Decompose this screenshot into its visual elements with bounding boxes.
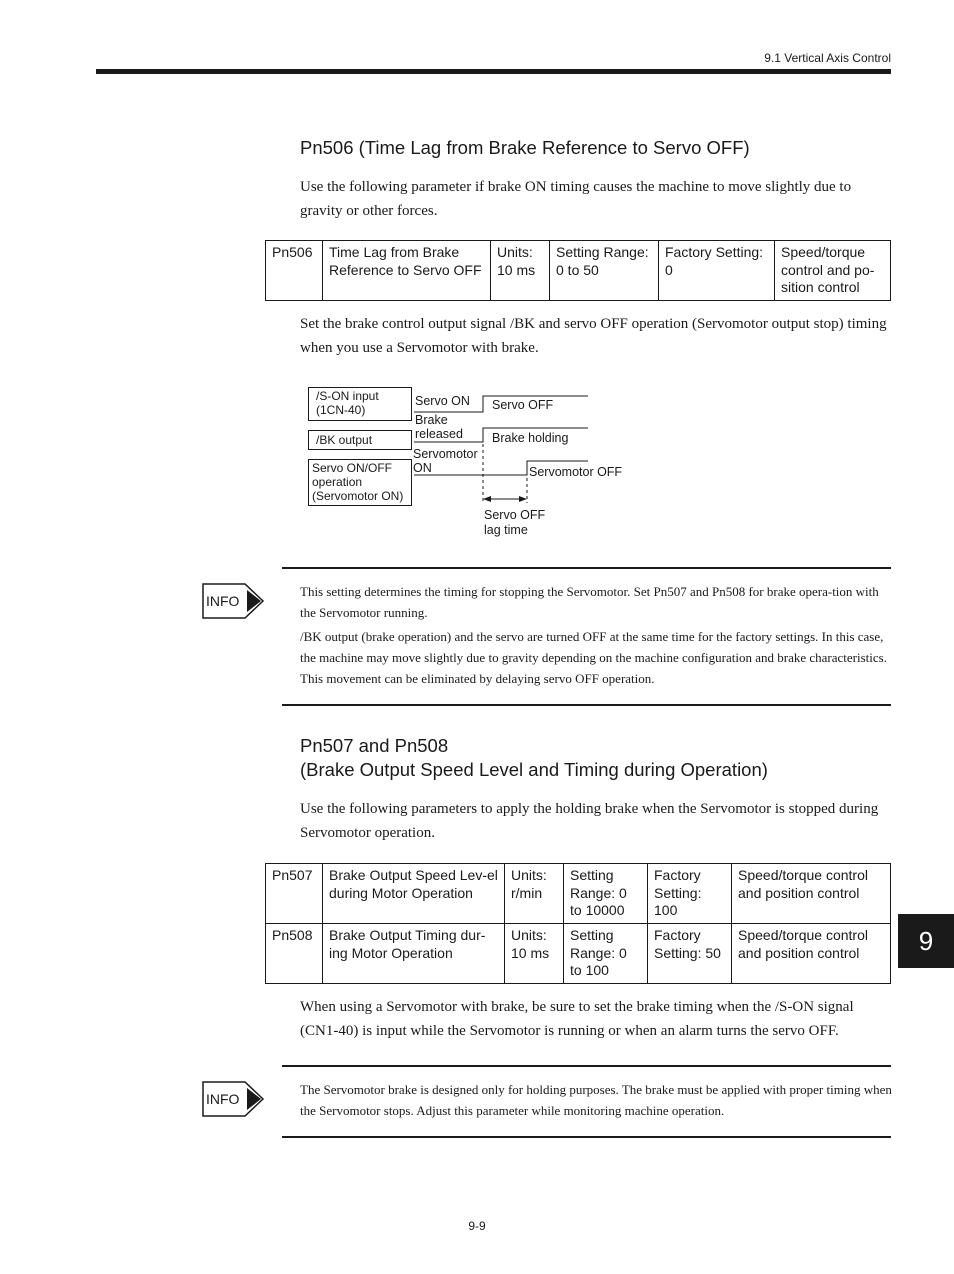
param-units-cell: Units: 10 ms [491, 241, 550, 301]
label-servomotor-on: Servomotor ON [413, 447, 478, 475]
param-factory-cell: Factory Setting: 100 [648, 864, 732, 924]
param-factory-cell: Factory Setting: 0 [659, 241, 775, 301]
info-icon [201, 582, 267, 620]
param-range-cell: Setting Range: 0 to 50 [550, 241, 659, 301]
table-row [266, 864, 891, 924]
signal-bk-output: /BK output [308, 430, 412, 450]
info2-text [300, 1079, 892, 1124]
info1-top-rule [282, 567, 891, 569]
page-number: 9-9 [468, 1219, 486, 1233]
info1-paragraph-2: /BK output (brake operation) and the servo are turned OFF at the same time for the factory settings. In this case, the machine may move slightly due to gravity depending on the machine configuration and brake characteristics. This movement can be eliminated by delaying servo OFF operation. [300, 629, 887, 686]
signal-servo-operation: Servo ON/OFF operation (Servomotor ON) [308, 459, 412, 506]
chapter-tab: 9 [898, 914, 954, 968]
pn507-508-intro: Use the following parameters to apply the holding brake when the Servomotor is stopped during Servomotor operation. [300, 801, 879, 841]
param-factory-cell: Factory Setting: 50 [648, 924, 732, 984]
label-lag-time: Servo OFF lag time [484, 508, 546, 537]
label-brake-holding: Brake holding [492, 431, 569, 445]
info-icon [201, 1080, 267, 1118]
info2-bottom-rule [282, 1136, 891, 1138]
param-range-cell: Setting Range: 0 to 10000 [564, 864, 648, 924]
info2-paragraph-1: The Servomotor brake is designed only for holding purposes. The brake must be applied with proper timing when the Servomotor stops. Adjust this parameter while monitoring machine operation. [300, 1082, 892, 1118]
running-header: 9.1 Vertical Axis Control [764, 51, 891, 65]
lag-arrow-right [519, 496, 527, 502]
info-icon-label: INFO [206, 593, 240, 609]
lag-arrow-left [483, 496, 491, 502]
label-brake-released: Brake released [415, 413, 463, 441]
param-name-cell: Brake Output Speed Lev-el during Motor Operation [323, 864, 505, 924]
pn507-508-after-text: When using a Servomotor with brake, be sure to set the brake timing when the /S-ON signal (CN1-40) is input while the Servomotor is running or when an alarm turns the servo OFF. [300, 999, 854, 1039]
param-mode-cell: Speed/torque control and position control [732, 924, 891, 984]
info1-bottom-rule [282, 704, 891, 706]
param-name-cell: Brake Output Timing dur-ing Motor Operation [323, 924, 505, 984]
label-servomotor-off: Servomotor OFF [529, 465, 623, 479]
info-icon-label: INFO [206, 1091, 240, 1107]
info1-paragraph-1: This setting determines the timing for stopping the Servomotor. Set Pn507 and Pn508 for brake opera-tion with the Servomotor running. [300, 584, 879, 620]
pn507-508-heading [300, 734, 768, 782]
param-number-cell: Pn506 [266, 241, 323, 301]
timing-waveforms [0, 0, 954, 560]
pn506-intro: Use the following parameter if brake ON timing causes the machine to move slightly due to gravity or other forces. [300, 179, 852, 219]
pn507-508-heading-line2: (Brake Output Speed Level and Timing during Operation) [300, 759, 768, 780]
param-mode-cell: Speed/torque control and po-sition control [775, 241, 891, 301]
pn506-heading: Pn506 (Time Lag from Brake Reference to Servo OFF) [300, 137, 750, 158]
pn507-508-parameter-table [265, 863, 891, 984]
signal-son-input: /S-ON input (1CN-40) [308, 387, 412, 421]
param-number-cell: Pn508 [266, 924, 323, 984]
info1-text [300, 581, 892, 692]
param-number-cell: Pn507 [266, 864, 323, 924]
param-units-cell: Units: r/min [505, 864, 564, 924]
param-units-cell: Units: 10 ms [505, 924, 564, 984]
param-name-cell: Time Lag from Brake Reference to Servo OFF [323, 241, 491, 301]
timing-chart [0, 0, 954, 560]
info2-top-rule [282, 1065, 891, 1067]
pn506-after-text: Set the brake control output signal /BK and servo OFF operation (Servomotor output stop) timing when you use a Servomotor with brake. [300, 316, 887, 356]
label-servo-off: Servo OFF [492, 398, 554, 412]
param-range-cell: Setting Range: 0 to 100 [564, 924, 648, 984]
pn507-508-heading-line1: Pn507 and Pn508 [300, 735, 449, 756]
table-row [266, 924, 891, 984]
label-servo-on: Servo ON [415, 394, 470, 408]
param-mode-cell: Speed/torque control and position control [732, 864, 891, 924]
